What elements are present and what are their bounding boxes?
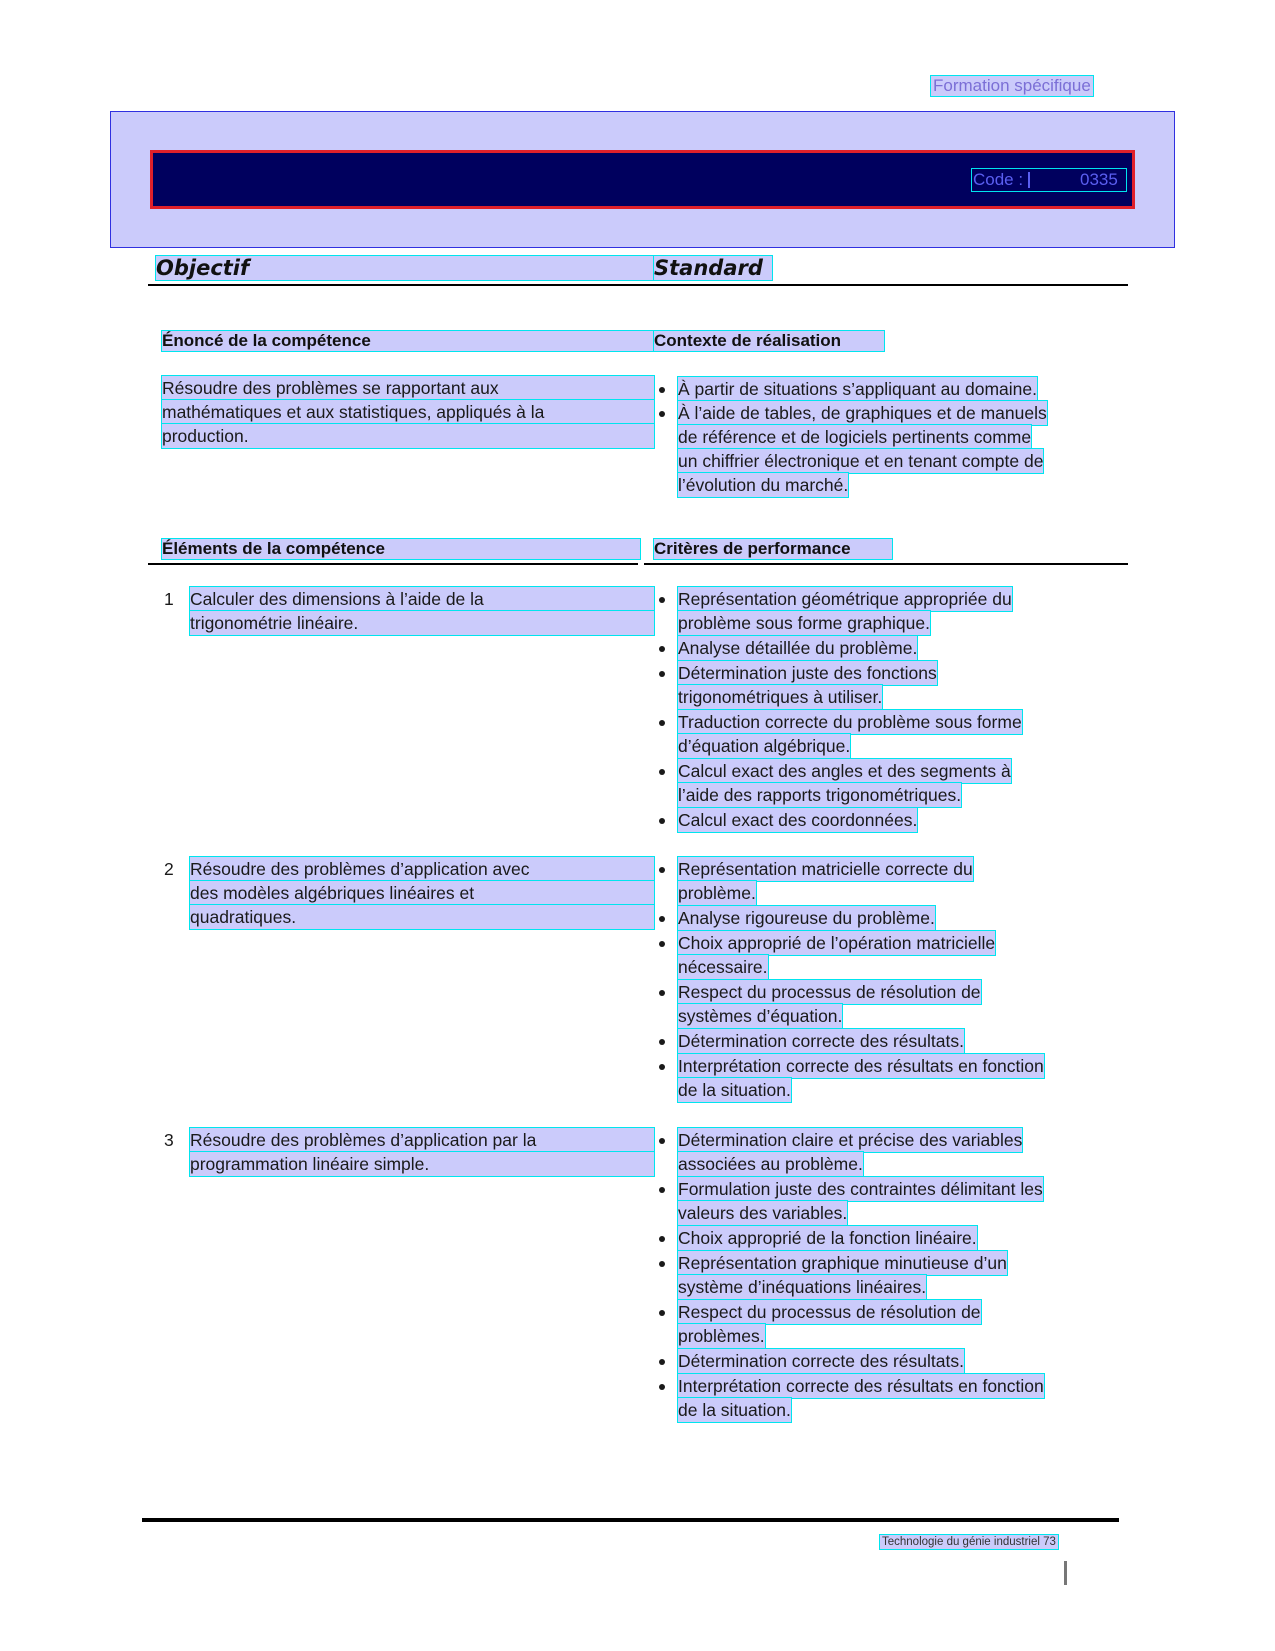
criterion-line: nécessaire. [678, 957, 768, 977]
element-line: Résoudre des problèmes d’application avec [190, 857, 654, 881]
criterion-line: Formulation juste des contraintes délimitant les [678, 1179, 1043, 1199]
bullet-icon [659, 1187, 665, 1193]
criteria-rule [644, 563, 1128, 565]
code-label: Code : [973, 170, 1024, 189]
criterion-line: l’aide des rapports trigonométriques. [678, 785, 962, 805]
criterion-line: À l’aide de tables, de graphiques et de manuels [678, 403, 1047, 423]
bullet-icon [659, 1310, 665, 1316]
criterion-line: Détermination correcte des résultats. [678, 1031, 964, 1051]
criterion-line: Analyse détaillée du problème. [678, 638, 918, 658]
criterion-line: Calcul exact des coordonnées. [678, 810, 918, 830]
criterion-line: Détermination juste des fonctions [678, 663, 937, 683]
criterion-line: un chiffrier électronique et en tenant compte de [678, 451, 1044, 471]
criterion-line: Représentation géométrique appropriée du [678, 589, 1012, 609]
criterion-line: d’équation algébrique. [678, 736, 851, 756]
program-label: Formation spécifique [933, 76, 1091, 95]
criterion-line: problème. [678, 883, 756, 903]
elements-rule [148, 563, 638, 565]
criterion-line: valeurs des variables. [678, 1203, 848, 1223]
criterion-line: de la situation. [678, 1400, 791, 1420]
criterion-line: trigonométriques à utiliser. [678, 687, 883, 707]
criterion-line: Respect du processus de résolution de [678, 1302, 981, 1322]
context-title: Contexte de réalisation [654, 331, 884, 351]
bullet-icon [659, 387, 665, 393]
criterion-line: Choix approprié de la fonction linéaire. [678, 1228, 977, 1248]
bullet-icon [659, 720, 665, 726]
bullet-icon [659, 646, 665, 652]
criterion-line: Représentation graphique minutieuse d’un [678, 1253, 1007, 1273]
standard-heading: Standard [654, 256, 772, 280]
element-number: 2 [164, 859, 174, 879]
criterion-line: systèmes d’équation. [678, 1006, 843, 1026]
heading-rule [148, 284, 1128, 286]
criterion-line: l’évolution du marché. [678, 475, 849, 495]
criterion-line: À partir de situations s’appliquant au domaine. [678, 379, 1037, 399]
element-line: trigonométrie linéaire. [190, 611, 654, 635]
criterion-line: problème sous forme graphique. [678, 613, 930, 633]
bullet-icon [659, 1138, 665, 1144]
criterion-line: de référence et de logiciels pertinents comme [678, 427, 1032, 447]
element-line: des modèles algébriques linéaires et [190, 881, 654, 905]
criterion-line: Détermination correcte des résultats. [678, 1351, 964, 1371]
statement-line: mathématiques et aux statistiques, appliqués à la [162, 400, 654, 424]
bullet-icon [659, 867, 665, 873]
element-line: Calculer des dimensions à l’aide de la [190, 587, 654, 611]
bullet-icon [659, 941, 665, 947]
footer-mark [1064, 1561, 1067, 1585]
criterion-line: Interprétation correcte des résultats en fonction [678, 1376, 1044, 1396]
criterion-line: Respect du processus de résolution de [678, 982, 981, 1002]
bullet-icon [659, 597, 665, 603]
element-number: 3 [164, 1130, 174, 1150]
criterion-line: de la situation. [678, 1080, 791, 1100]
bullet-icon [659, 671, 665, 677]
bullet-icon [659, 1359, 665, 1365]
element-line: programmation linéaire simple. [190, 1152, 654, 1176]
element-line: Résoudre des problèmes d’application par la [190, 1128, 654, 1152]
criterion-line: associées au problème. [678, 1154, 863, 1174]
bullet-icon [659, 1261, 665, 1267]
criterion-line: Calcul exact des angles et des segments à [678, 761, 1011, 781]
criterion-line: Choix approprié de l’opération matricielle [678, 933, 996, 953]
criterion-line: Représentation matricielle correcte du [678, 859, 973, 879]
criterion-line: Traduction correcte du problème sous forme [678, 712, 1022, 732]
bullet-icon [659, 1039, 665, 1045]
statement-line: production. [162, 424, 654, 448]
statement-line: Résoudre des problèmes se rapportant aux [162, 376, 654, 400]
criterion-line: système d’inéquations linéaires. [678, 1277, 927, 1297]
criterion-line: problèmes. [678, 1326, 765, 1346]
objective-heading: Objectif [156, 256, 654, 280]
criteria-title: Critères de performance [654, 539, 892, 559]
criterion-line: Analyse rigoureuse du problème. [678, 908, 935, 928]
footer-text: Technologie du génie industriel 73 [882, 1536, 1056, 1548]
bullet-icon [659, 1064, 665, 1070]
bullet-icon [659, 1236, 665, 1242]
bullet-icon [659, 1384, 665, 1390]
bullet-icon [659, 769, 665, 775]
statement-title: Énoncé de la compétence [162, 331, 654, 351]
code-value: 0335 [1080, 170, 1118, 189]
code-separator [1028, 172, 1030, 188]
element-number: 1 [164, 589, 174, 609]
bullet-icon [659, 990, 665, 996]
elements-title: Éléments de la compétence [162, 539, 640, 559]
bullet-icon [659, 916, 665, 922]
bullet-icon [659, 818, 665, 824]
criterion-line: Détermination claire et précise des variables [678, 1130, 1023, 1150]
criterion-line: Interprétation correcte des résultats en fonction [678, 1056, 1044, 1076]
footer-rule [142, 1518, 1119, 1522]
element-line: quadratiques. [190, 905, 654, 929]
bullet-icon [659, 411, 665, 417]
